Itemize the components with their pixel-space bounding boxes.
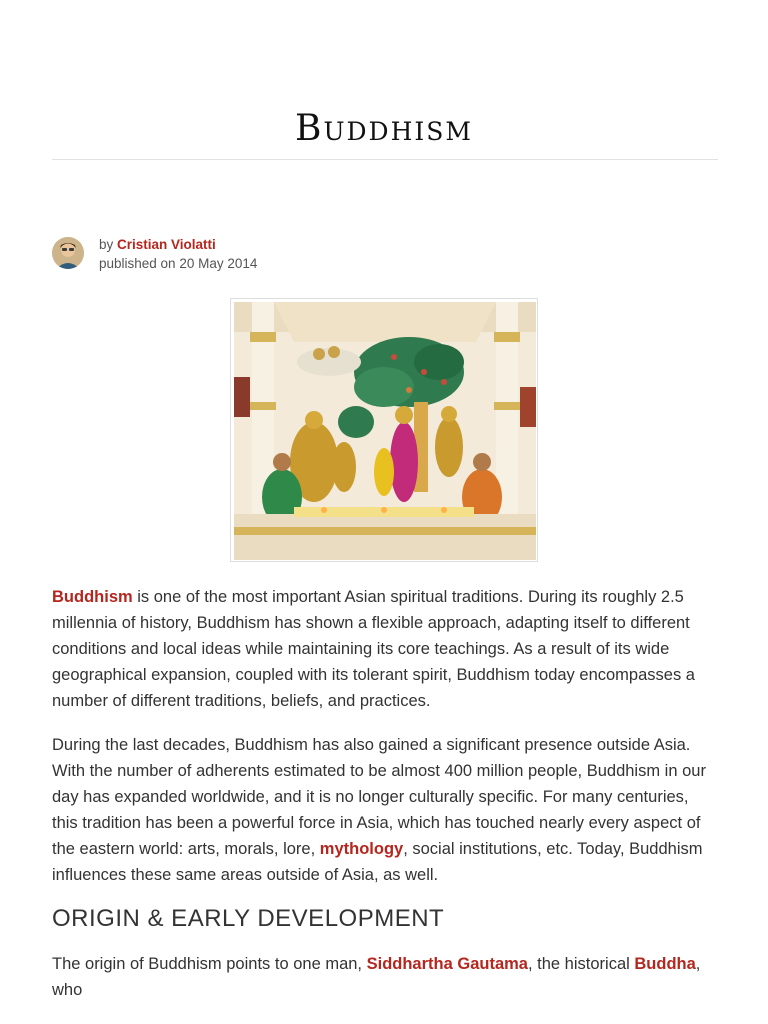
- paragraph-origin-text-before: The origin of Buddhism points to one man,: [52, 955, 367, 973]
- author-link[interactable]: Cristian Violatti: [117, 237, 216, 252]
- page-title: Buddhism: [294, 108, 473, 149]
- published-prefix: published on: [99, 256, 176, 271]
- paragraph-intro: [52, 584, 718, 714]
- byline-by: by: [99, 237, 114, 252]
- paragraph-intro-text: is one of the most important Asian spiritual traditions. During its roughly 2.5 millennia of history, Buddhism has shown a flexible approach, adapting itself to different conditions and local ideas while maintaining its core teachings. As a result of its wide geographical expansion, coupled with its tolerant spirit, Buddhism today encompasses a number of different traditions, beliefs, and practices.: [52, 588, 695, 710]
- title-divider: [52, 159, 718, 160]
- paragraph-presence: [52, 732, 718, 888]
- paragraph-origin-text-middle: , the historical: [527, 955, 635, 973]
- published-date: 20 May 2014: [179, 256, 258, 271]
- article-image[interactable]: [230, 298, 538, 562]
- link-mythology[interactable]: mythology: [319, 840, 404, 858]
- link-siddhartha-gautama[interactable]: Siddhartha Gautama: [366, 955, 528, 973]
- paragraph-presence-text-after: , social institutions, etc. Today, Buddhism influences these same areas outside of Asia, as well.: [52, 840, 703, 884]
- link-buddhism[interactable]: Buddhism: [52, 588, 133, 606]
- shrine-image: [234, 302, 536, 560]
- link-buddha[interactable]: Buddha: [634, 955, 696, 973]
- byline-text: [99, 235, 257, 273]
- paragraph-presence-text-before: During the last decades, Buddhism has also gained a significant presence outside Asia. With the number of adherents estimated to be almost 400 million people, Buddhism in our day has expanded worldwide, and it is no longer culturally specific. For many centuries, this tradition has been a powerful force in Asia, which has touched nearly every aspect of the eastern world: arts, morals, lore,: [52, 736, 706, 858]
- section-heading: ORIGIN & EARLY DEVELOPMENT: [52, 905, 445, 932]
- paragraph-origin: [52, 951, 718, 1003]
- paragraph-origin-text-after: , who: [52, 955, 701, 999]
- author-avatar[interactable]: [52, 237, 84, 269]
